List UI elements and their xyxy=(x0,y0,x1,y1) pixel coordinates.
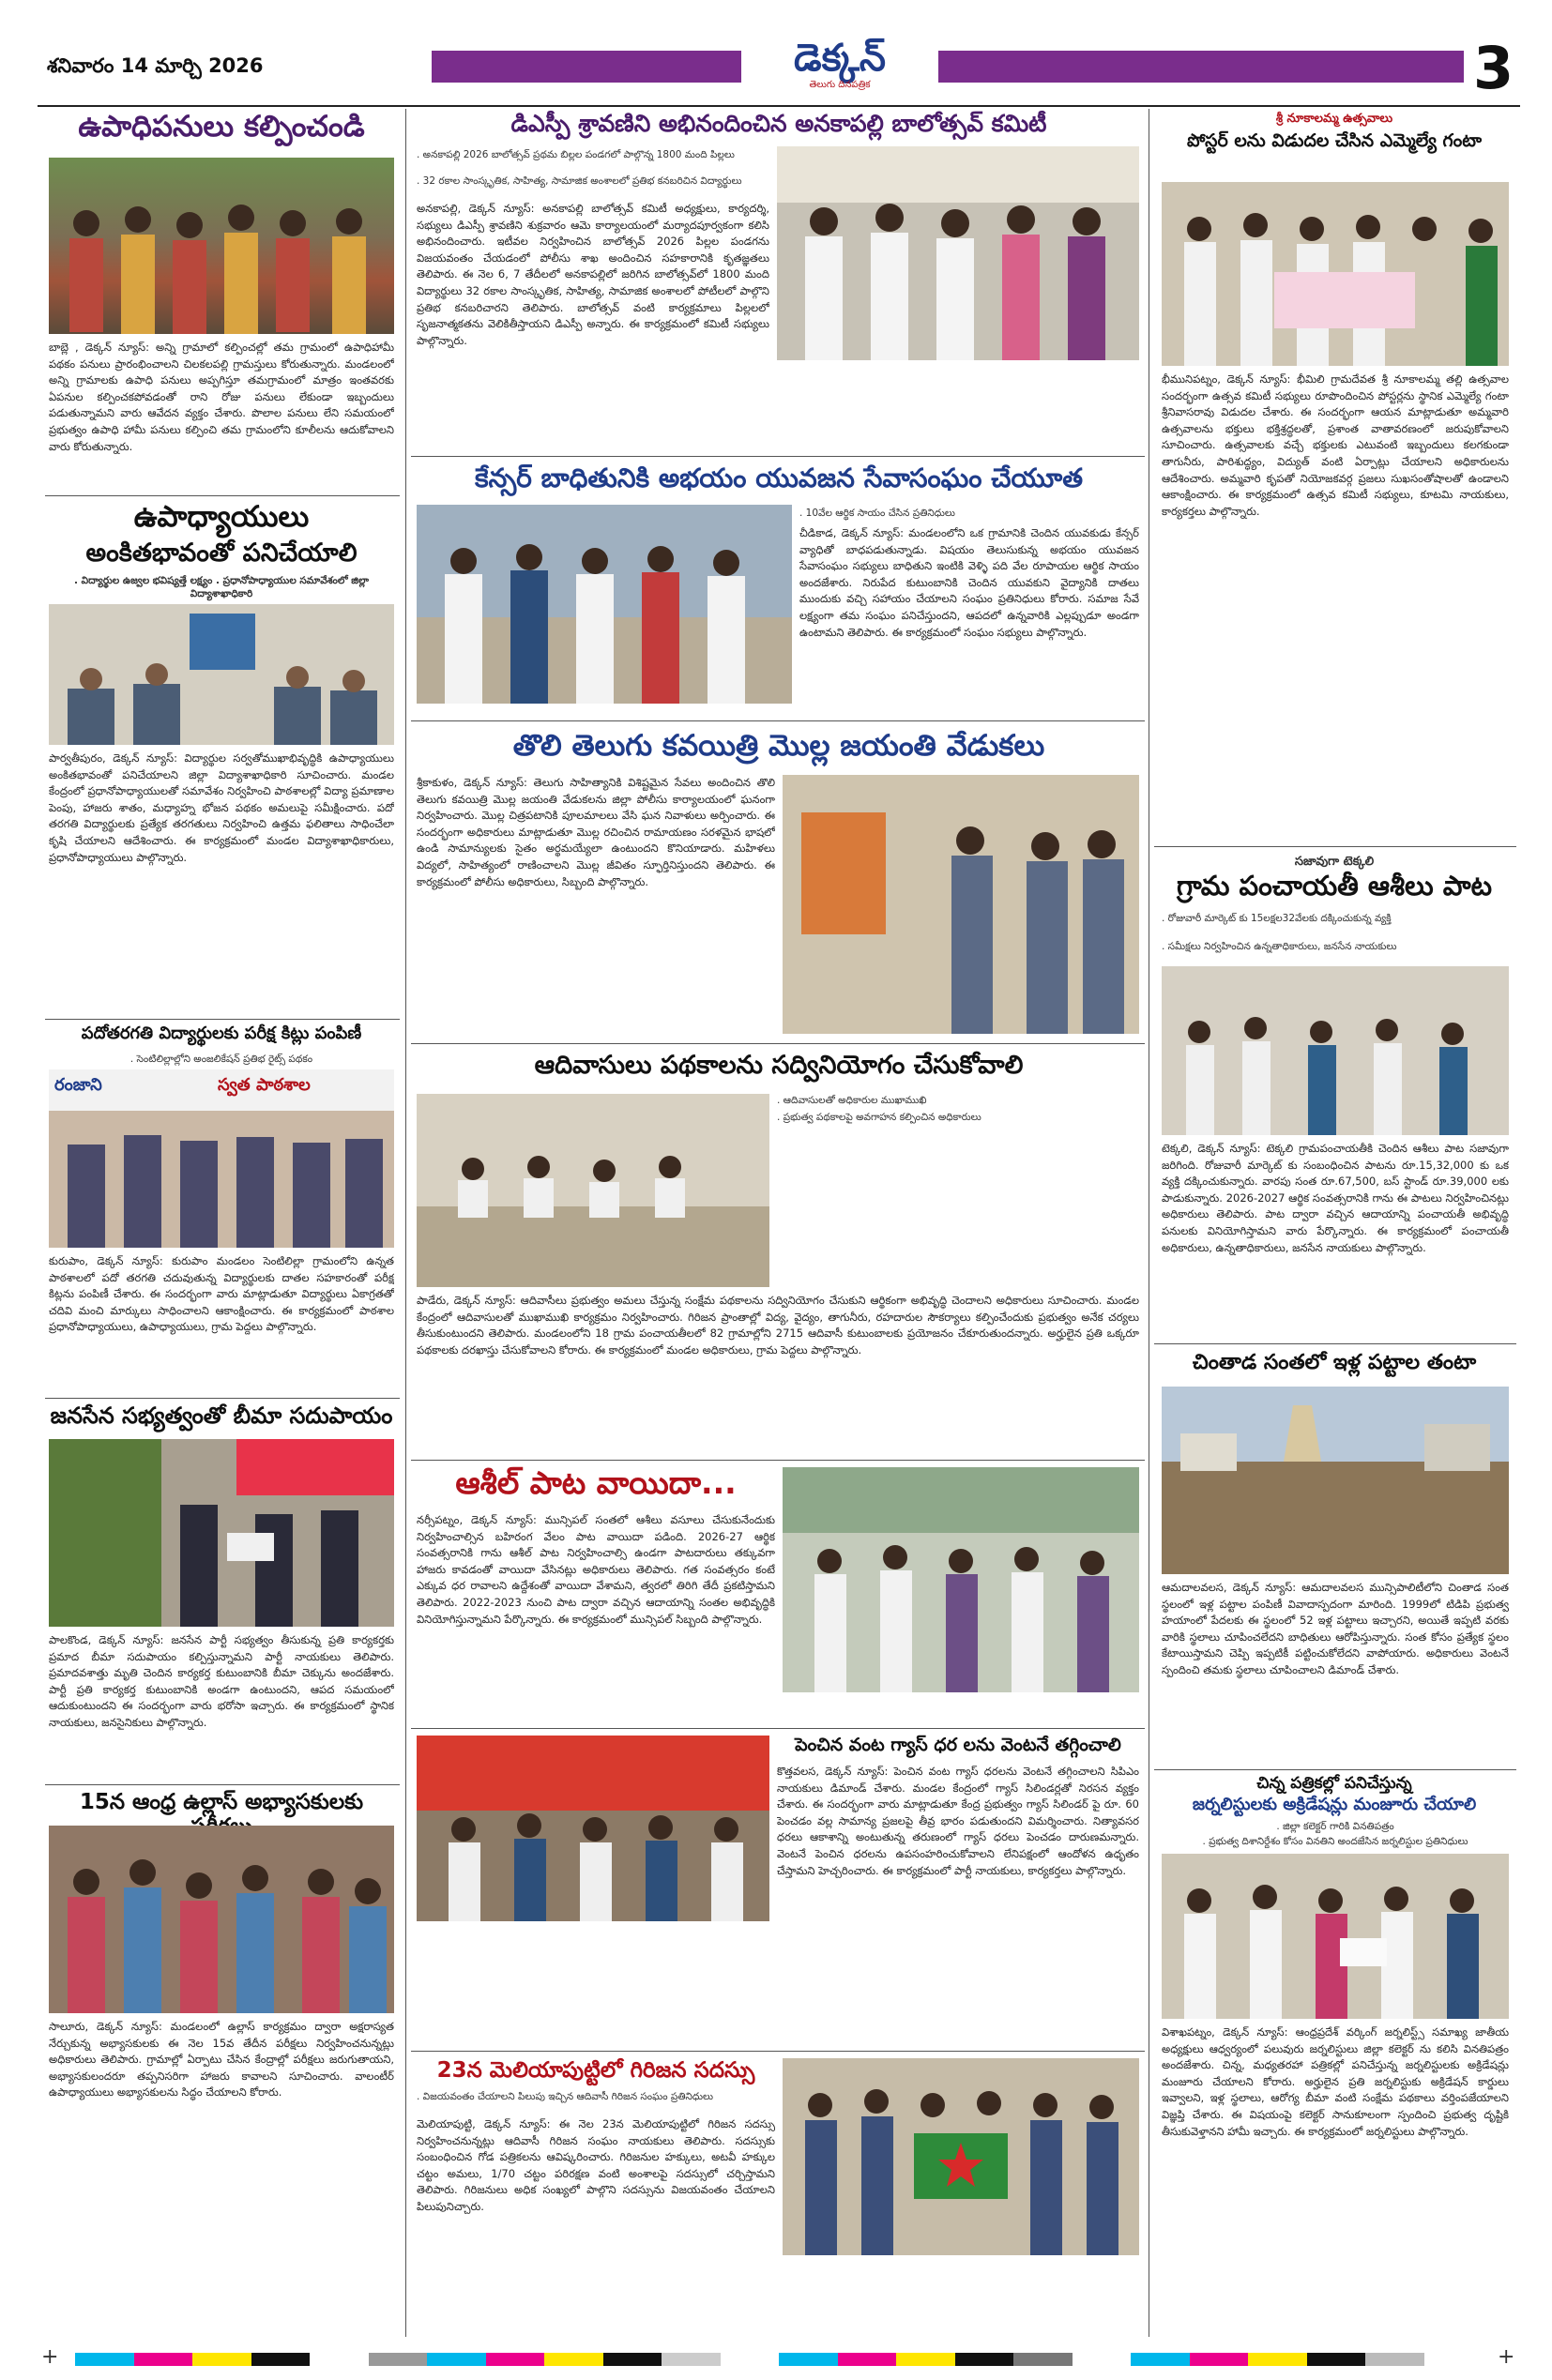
divider xyxy=(411,456,1145,457)
subhead-center-1a: . అనకాపల్లి 2026 బాలోత్సవ్ ప్రథమ బిల్లల పండగలో పాల్గొన్న 1800 మంది పిల్లలు xyxy=(417,149,735,160)
divider xyxy=(45,495,400,496)
school-sign-text-2: స్వత పాఠశాల xyxy=(218,1075,311,1095)
headline-right-4b: జర్నలిస్టులకు అక్రిడేషన్లు మంజూరు చేయాలి xyxy=(1192,1795,1477,1814)
photo-poster-release xyxy=(783,2058,1139,2255)
page-number: 3 xyxy=(1473,34,1514,102)
headline-center-6: పెంచిన వంట గ్యాస్ ధర లను వెంటనే తగ్గించాలి xyxy=(795,1735,1121,1755)
article-body-center-1: అనకాపల్లి, డెక్కన్ న్యూస్: అనకాపల్లి బాలోత్సవ్ కమిటీ అధ్యక్షులు, కార్యదర్శి, సభ్యులు డిఎస్పీ శ్రావణిని శుక్రవారం ఆమె కార్యాలయంలో మర్యాదపూర్వకంగా కలిసి అభినందించారు. ఇటీవల నిర్వహించిన బాలోత్సవ్ 2026 పిల్లల పండగను విజయవంతం చేయడంలో పోలీసు శాఖ అందించిన సహకారానికి కృతజ్ఞతలు తెలిపారు. ఈ నెల 6, 7 తేదీలలో అనకాపల్లిలో జరిగిన బాలోత్సవ్‌లో 1800 మంది విద్యార్థులు 32 రకాల సాంస్కృతిక, సాహిత్య, సామాజిక అంశాలలో పోటీలలో పాల్గొని ప్రతిభ కనబరిచారని తెలిపారు. బాలోత్సవ్ వంటి కార్యక్రమాలు పిల్లలలో సృజనాత్మకతను వెలికితీస్తాయని డిఎస్పీ అన్నారు. ఈ కార్యక్రమంలో కమిటీ సభ్యులు పాల్గొన్నారు. xyxy=(417,202,769,347)
photo-classroom xyxy=(49,604,394,745)
article-body-center-7b xyxy=(783,2261,1139,2334)
photo-protest-banner xyxy=(417,1736,769,1921)
divider xyxy=(45,1019,400,1020)
photo-open-ground xyxy=(1162,1387,1509,1574)
article-body-center-4: పాడేరు, డెక్కన్ న్యూస్: ఆదివాసీలు ప్రభుత్వం అమలు చేస్తున్న సంక్షేమ పథకాలను సద్వినియోగం చేసుకుని ఆర్థికంగా అభివృద్ధి చెందాలని అధికారులు సూచించారు. మండల కేంద్రంలో ఆదివాసులతో ముఖాముఖి కార్యక్రమం నిర్వహించారు. గిరిజన ప్రాంతాల్లో విద్య, వైద్యం, తాగునీరు, రహదారుల సౌకర్యాలు కల్పించేందుకు ప్రభుత్వం అనేక చర్యలు తీసుకుంటుందని తెలిపారు. మండలంలోని 18 గ్రామ పంచాయతీలలో 82 గ్రామాల్లోని 2715 ఆదివాసీ కుటుంబాలకు ప్రయోజనం చేకూరుతుందన్నారు. అర్హులైన ప్రతి ఒక్కరూ పథకాలకు దరఖాస్తు చేసుకోవాలని కోరారు. ఈ కార్యక్రమంలో మండల అధికారులు, గ్రామ పెద్దలు పాల్గొన్నారు. xyxy=(417,1294,1139,1357)
subhead-center-2: . 10వేల ఆర్థిక సాయం చేసిన ప్రతినిధులు xyxy=(799,508,955,519)
photo-office-scene xyxy=(49,1439,394,1627)
article-body-right-3: ఆమదాలవలస, డెక్కన్ న్యూస్: ఆమదాలవలస మున్సిపాలిటీలోని చింతాడ సంత స్థలంలో ఇళ్ల పట్టాల పంపిణీ వివాదాస్పదంగా మారింది. 1999లో టిడిపి ప్రభుత్వ హయాంలో పేదలకు ఈ స్థలంలో 52 ఇళ్ల పట్టాలు ఇచ్చారని, అయితే ఇప్పటి వరకు వారికి స్థలాలు చూపించలేదని బాధితులు ఆరోపిస్తున్నారు. సంత కోసం ప్రత్యేక స్థలం కేటాయిస్తామని చెప్పి ఇప్పటికీ పట్టించుకోలేదని వాపోయారు. అధికారులు వెంటనే స్పందించి తమకు స్థలాలు చూపించాలని డిమాండ్ చేశారు. xyxy=(1162,1581,1509,1676)
article-body-center-6: కొత్తవలస, డెక్కన్ న్యూస్: పెంచిన వంట గ్యాస్ ధరలను వెంటనే తగ్గించాలని సిపిఎం నాయకులు డిమాండ్ చేశారు. మండల కేంద్రంలో గ్యాస్ సిలిండర్లతో నిరసన వ్యక్తం చేశారు. ఈ సందర్భంగా వారు మాట్లాడుతూ కేంద్ర ప్రభుత్వం గ్యాస్ సిలిండర్ పై రూ. 60 పెంచడం వల్ల సామాన్య ప్రజలపై తీవ్ర భారం పడుతుందని విమర్శించారు. నిత్యావసర ధరలు ఆకాశాన్ని అంటుతున్న తరుణంలో గ్యాస్ ధరలు పెంచడం దారుణమన్నారు. వెంటనే పెంచిన ధరలను ఉపసంహరించుకోవాలని లేనిపక్షంలో ఆందోళన ఉధృతం చేస్తామని హెచ్చరించారు. ఈ కార్యక్రమంలో పార్టీ నాయకులు, కార్యకర్తలు పాల్గొన్నారు. xyxy=(777,1765,1139,1877)
divider xyxy=(411,720,1145,721)
registration-mark-left: + xyxy=(41,2345,59,2369)
headline-center-7: 23న మెలియాపుట్టిలో గిరిజన సదస్సు xyxy=(436,2058,755,2083)
school-sign-text-1: రంజాని xyxy=(54,1075,102,1095)
subhead-center-4a: . ఆదివాసులతో అధికారుల ముఖాముఖి xyxy=(777,1095,927,1106)
photo-figures xyxy=(49,158,394,334)
photo-petition-group xyxy=(1162,1854,1509,2019)
photo-dsp-felicitation xyxy=(777,146,1139,360)
article-body-center-7: మెలియాపుట్టి, డెక్కన్ న్యూస్: ఈ నెల 23న మెలియాపుట్టిలో గిరిజన సదస్సు నిర్వహించనున్నట్లు ఆదివాసీ గిరిజన సంఘం నాయకులు తెలిపారు. సదస్సుకు సంబంధించిన గోడ పత్రికలను ఆవిష్కరించారు. గిరిజనుల హక్కులు, అటవీ హక్కుల చట్టం అమలు, 1/70 చట్టం పరిరక్షణ వంటి అంశాలపై సదస్సులో చర్చిస్తామని తెలిపారు. గిరిజనులు అధిక సంఖ్యలో పాల్గొని సదస్సును విజయవంతం చేయాలని పిలుపునిచ్చారు. xyxy=(417,2117,775,2213)
kicker-right-1: శ్రీ నూకాలమ్మ ఉత్సవాలు xyxy=(1275,112,1393,126)
subhead-right-4b: . ప్రభుత్వ దిశానిర్దేశం కోసం వినతిని అందజేసిన జర్నలిస్టుల ప్రతినిధులు xyxy=(1202,1836,1468,1847)
photo-learners-crowd xyxy=(49,1826,394,2013)
photo-ullas-learners xyxy=(49,1826,394,2013)
article-body-center-2: చీడికాడ, డెక్కన్ న్యూస్: మండలంలోని ఒక గ్రామానికి చెందిన యువకుడు కేన్సర్ వ్యాధితో బాధపడుతున్నాడు. విషయం తెలుసుకున్న అభయం యువజన సేవాసంఘం సభ్యులు బాధితుని ఇంటికి వెళ్ళి పది వేల రూపాయల ఆర్థిక సాయం అందజేశారు. నిరుపేద కుటుంబానికి చెందిన యువకుని వైద్యానికి దాతలు ముందుకు వచ్చి సహాయం చేయాలని సంఘం ప్రతినిధులు కోరారు. సమాజ సేవే లక్ష్యంగా తమ సంఘం పనిచేస్తుందని, ఆపదలో ఉన్నవారికి ఎల్లప్పుడూ అండగా ఉంటామని తెలిపారు. ఈ కార్యక్రమంలో సంఘం సభ్యులు పాల్గొన్నారు. xyxy=(799,526,1139,639)
divider xyxy=(411,1043,1145,1044)
subhead-center-1b: . 32 రకాల సాంస్కృతిక, సాహిత్య, సామాజిక అంశాలలో ప్రతిభ కనబరిచిన విద్యార్థులు xyxy=(417,175,742,187)
photo-auction-hall xyxy=(1162,966,1509,1135)
masthead xyxy=(38,34,1520,105)
article-body-right-1: భీమునిపట్నం, డెక్కన్ న్యూస్: భీమిలి గ్రామదేవత శ్రీ నూకాలమ్మ తల్లి ఉత్సవాల సందర్భంగా ఉత్సవ కమిటీ సభ్యులు రూపొందించిన పోస్టర్లను స్థానిక ఎమ్మెల్యే గంటా శ్రీనివాసరావు విడుదల చేశారు. ఈ సందర్భంగా ఆయన మాట్లాడుతూ అమ్మవారి ఉత్సవాలను భక్తులు భక్తిశ్రద్ధలతో, ప్రశాంత వాతావరణంలో జరుపుకోవాలని సూచించారు. ఉత్సవాలకు వచ్చే భక్తులకు ఎటువంటి ఇబ్బందులు కలగకుండా తాగునీరు, పారిశుద్ధ్యం, విద్యుత్ వంటి ఏర్పాట్లు చేయాలని అధికారులను ఆదేశించారు. అమ్మవారి కృపతో నియోజకవర్గ ప్రజలు సుఖసంతోషాలతో ఉండాలని ఆకాంక్షించారు. ఈ కార్యక్రమంలో ఉత్సవ కమిటీ సభ్యులు, కూటమి నాయకులు, కార్యకర్తలు పాల్గొన్నారు. xyxy=(1162,372,1509,518)
photo-aid-group xyxy=(417,505,792,704)
article-body-center-1b xyxy=(777,366,1139,450)
photo-adivasi-meeting xyxy=(417,1094,769,1287)
divider xyxy=(1154,846,1516,847)
divider xyxy=(45,1784,400,1785)
headline-left-5: 15న ఆంధ్ర ఉల్లాస్ అభ్యాసకులకు xyxy=(79,1790,364,1814)
headline-center-5: ఆశీల్ పాట వాయిదా... xyxy=(455,1464,737,1501)
divider xyxy=(1154,1769,1516,1770)
masthead-divider xyxy=(38,105,1520,107)
headline-left-1: ఉపాధిపనులు కల్పించండి xyxy=(78,110,365,144)
masthead-band-right xyxy=(938,51,1464,83)
headline-left-2a: ఉపాధ్యాయులు xyxy=(133,500,310,534)
photo-molla-jayanthi xyxy=(783,775,1139,1034)
headline-right-1: పోస్టర్ లను విడుదల చేసిన ఎమ్మెల్యే గంటా xyxy=(1186,130,1483,151)
photo-school-kits xyxy=(49,1069,394,1248)
photo-tribal-poster xyxy=(783,2058,1139,2255)
color-bar xyxy=(75,2353,1483,2366)
article-body-left-1: బాబ్లె , డెక్కన్ న్యూస్: అన్ని గ్రామాలో కల్పించల్లో తమ గ్రామంలో ఉపాధిహామీ పథకం పనులు ప్రారంభించాలని చిలకలపల్లి గ్రామస్తులు కోరుతున్నారు. మండలంలో అన్ని గ్రామాలకు ఉపాధి పనులు అప్పగిస్తూ తమగ్రామంలో మాత్రం ఇంతవరకు ఏపనుల కల్పించకపోవడంతో రాని రోజు పనులు లేకుండా ఇబ్బందులు పడుతున్నామని వారు ఆవేదన వ్యక్తం చేశారు. పొలాల పనులు లేని సమయంలో ప్రభుత్వం ఉపాధి హామీ పనులు కల్పించి తమ గ్రామంలోని కూలీలను ఆదుకోవాలని వారు కోరుతున్నారు. xyxy=(49,341,394,453)
photo-journalists-petition xyxy=(1162,1854,1509,2019)
subhead-right-2b: . సమీక్షలు నిర్వహించిన ఉన్నతాధికారులు, జనసేన నాయకులు xyxy=(1162,941,1397,952)
kicker-right-2: సజావుగా టెక్కలి xyxy=(1294,855,1375,869)
photo-office-auction xyxy=(783,1467,1139,1692)
headline-center-2: కేన్సర్ బాధితునికి అభయం యువజన సేవాసంఘం చేయూత xyxy=(474,462,1084,493)
subhead-center-4b: . ప్రభుత్వ పథకాలపై అవగాహన కల్పించిన అధికారులు xyxy=(777,1112,981,1123)
photo-chintada-santha xyxy=(1162,1387,1509,1574)
article-body-left-5: సాలూరు, డెక్కన్ న్యూస్: మండలంలో ఉల్లాస్ కార్యక్రమం ద్వారా అక్షరాస్యత నేర్చుకున్న అభ్యాసకులకు ఈ నెల 15వ తేదీన పరీక్షలు నిర్వహించనున్నట్లు అధికారులు తెలిపారు. గ్రామాల్లో ఏర్పాటు చేసిన కేంద్రాల్లో పరీక్షలు జరుగుతాయని, అభ్యాసకులందరూ తప్పనిసరిగా హాజరు కావాలని సూచించారు. వాలంటీర్ ఉపాధ్యాయులు అభ్యాసకులను సిద్ధం చేయాలని కోరారు. xyxy=(49,2020,394,2100)
photo-police-event xyxy=(783,775,1139,1034)
divider xyxy=(411,1728,1145,1729)
article-body-right-2: టెక్కలి, డెక్కన్ న్యూస్: టెక్కలి గ్రామపంచాయతీకి చెందిన ఆశీలు పాట సజావుగా జరిగింది. రోజువారీ మార్కెట్ కు సంబంధించిన పాటను రూ.15,32,000 కు ఒక వ్యక్తి దక్కించుకున్నారు. వారపు సంత రూ.67,500, బస్ స్టాండ్ రూ.39,000 లకు పాడుకున్నారు. 2026-2027 ఆర్థిక సంవత్సరానికి గాను ఈ పాటలు నిర్వహించినట్లు అధికారులు తెలిపారు. పాట ద్వారా వచ్చిన ఆదాయాన్ని పంచాయతీ అభివృద్ధి పనులకు వినియోగిస్తామని వారు పేర్కొన్నారు. ఈ కార్యక్రమంలో పంచాయతీ అధికారులు, ఉన్నతాధికారులు, జనసేన నాయకులు పాల్గొన్నారు. xyxy=(1162,1142,1509,1254)
photo-cancer-aid xyxy=(417,505,792,704)
photo-cpm-protest xyxy=(417,1736,769,1921)
photo-meeting-hall xyxy=(417,1094,769,1287)
article-body-right-4: విశాఖపట్నం, డెక్కన్ న్యూస్: ఆంధ్రప్రదేశ్ వర్కింగ్ జర్నలిస్ట్స్ సమాఖ్య జాతీయ అధ్యక్షులు ఆధ్వర్యంలో పలువురు జర్నలిస్టులు జిల్లా కలెక్టర్ ను కలిసి వినతిపత్రం అందజేశారు. చిన్న, మధ్యతరహా పత్రికల్లో పనిచేస్తున్న జర్నలిస్టులకు అక్రిడేషన్లు మంజూరు చేయాలని కోరారు. అర్హులైన ప్రతి జర్నలిస్టుకు అక్రిడేషన్ కార్డులు ఇవ్వాలని, ఇళ్ల స్థలాలు, ఆరోగ్య బీమా వంటి సంక్షేమ పథకాలు వర్తింపజేయాలని విజ్ఞప్తి చేశారు. ఈ విషయంపై కలెక్టర్ సానుకూలంగా స్పందించి ప్రభుత్వ దృష్టికి తీసుకువెళ్తానని హామీ ఇచ్చారు. ఈ కార్యక్రమంలో జర్నలిస్టులు పాల్గొన్నారు. xyxy=(1162,2025,1509,2138)
headline-left-3: పదోతరగతి విద్యార్థులకు పరీక్ష కిట్లు పంపిణీ xyxy=(81,1023,362,1043)
headline-right-4a: చిన్న పత్రికల్లో పనిచేస్తున్న xyxy=(1256,1774,1412,1793)
article-body-center-3: శ్రీకాకుళం, డెక్కన్ న్యూస్: తెలుగు సాహిత్యానికి విశిష్టమైన సేవలు అందించిన తొలి తెలుగు కవయిత్రి మొల్ల జయంతి వేడుకలను జిల్లా పోలీసు కార్యాలయంలో ఘనంగా నిర్వహించారు. మొల్ల చిత్రపటానికి పూలమాలలు వేసి ఘన నివాళులు అర్పించారు. ఈ సందర్భంగా అధికారులు మాట్లాడుతూ మొల్ల రచించిన రామాయణం సరళమైన భాషలో ఉండి సామాన్యులకు సైతం అర్థమయ్యేలా ఉంటుందని కొనియాడారు. మహిళలు విద్యలో, సాహిత్యంలో రాణించాలని మొల్ల జీవితం స్ఫూర్తినిస్తుందని తెలిపారు. ఈ కార్యక్రమంలో పోలీసు అధికారులు, సిబ్బంది పాల్గొన్నారు. xyxy=(417,776,775,888)
subhead-center-7: . విజయవంతం చేయాలని పిలుపు ఇచ్చిన ఆదివాసీ గిరిజన సంఘం ప్రతినిధులు xyxy=(417,2091,714,2102)
registration-mark-right: + xyxy=(1498,2345,1515,2369)
headline-left-4: జనసేన సభ్యత్వంతో బీమా సదుపాయం xyxy=(50,1402,393,1429)
photo-janasena-insurance xyxy=(49,1439,394,1627)
date-line: శనివారం 14 మార్చి 2026 xyxy=(47,54,264,77)
headline-right-3: చింతాడ సంతలో ఇళ్ల పట్టాల తంటా xyxy=(1192,1351,1477,1374)
photo-poster-release-mla xyxy=(1162,182,1509,366)
photo-teachers-meeting xyxy=(49,604,394,745)
divider xyxy=(45,1398,400,1399)
subhead-left-3: . సెంటిలిల్లాల్లోని అంజలికేషన్ ప్రతిభ రైట్స్ పథకం xyxy=(129,1054,313,1065)
subhead-right-2a: . రోజువారీ మార్కెట్ కు 15లక్షల32వేలకు దక్కించుకున్న వ్యక్తి xyxy=(1162,913,1392,924)
photo-panchayat-auction xyxy=(1162,966,1509,1135)
column-rule-left xyxy=(405,109,406,2337)
headline-center-1: డిఎస్పీ శ్రావణిని అభినందించిన అనకాపల్లి బాలోత్సవ్ కమిటీ xyxy=(510,110,1047,137)
paper-name: డెక్కన్ xyxy=(794,37,886,80)
headline-left-2b: అంకితభావంతో పనిచేయాలి xyxy=(85,538,358,568)
photo-auction-meeting xyxy=(783,1467,1139,1692)
headline-center-3: తొలి తెలుగు కవయిత్రి మొల్ల జయంతి వేడుకలు xyxy=(512,729,1045,763)
divider xyxy=(1154,1343,1516,1344)
article-body-center-4b xyxy=(777,1129,1139,1287)
article-body-left-3: కురుపాం, డెక్కన్ న్యూస్: కురుపాం మండలం సెంటిలిల్లా గ్రామంలోని ఉన్నత పాఠశాలలో పదో తరగతి చదువుతున్న విద్యార్థులకు దాతల సహకారంతో పరీక్ష కిట్లను పంపిణీ చేశారు. ఈ సందర్భంగా వారు మాట్లాడుతూ విద్యార్థులు ఏకాగ్రతతో చదివి మంచి మార్కులు సాధించాలని ఆకాంక్షించారు. ఈ కార్యక్రమంలో పాఠశాల ప్రధానోపాధ్యాయులు, ఉపాధ్యాయులు, గ్రామ పెద్దలు పాల్గొన్నారు. xyxy=(49,1254,394,1334)
article-body-left-4: పాలకొండ, డెక్కన్ న్యూస్: జనసేన పార్టీ సభ్యత్వం తీసుకున్న ప్రతి కార్యకర్తకు ప్రమాద బీమా సదుపాయం కల్పిస్తున్నామని పార్టీ నాయకులు తెలిపారు. ప్రమాదవశాత్తు మృతి చెందిన కార్యకర్త కుటుంబానికి బీమా చెక్కును అందజేశారు. పార్టీ ప్రతి కార్యకర్త కుటుంబానికి అండగా ఉంటుందని, ఆపద సమయంలో ఆదుకుంటుందని ఈ సందర్భంగా వారు భరోసా ఇచ్చారు. ఈ కార్యక్రమంలో స్థానిక నాయకులు, జనసైనికులు పాల్గొన్నారు. xyxy=(49,1633,394,1729)
article-body-center-5b xyxy=(783,1696,1139,1724)
masthead-band xyxy=(432,51,741,83)
article-body-center-5: నర్సీపట్నం, డెక్కన్ న్యూస్: మున్సిపల్ సంతలో ఆశీలు వసూలు చేసుకునేందుకు నిర్వహించాల్సిన బహిరంగ వేలం పాట వాయిదా పడింది. 2026-27 ఆర్థిక సంవత్సరానికి గాను ఆశీల్ పాట నిర్వహించాల్సి ఉండగా పాటదారులు తక్కువగా హాజరు కావడంతో వాయిదా వేసినట్లు అధికారులు తెలిపారు. గత సంవత్సరం కంటే ఎక్కువ ధర రావాలని ఉద్దేశంతో వాయిదా వేశామని, త్వరలో తిరిగి తేదీ ప్రకటిస్తామని తెలిపారు. 2022-2023 నుంచి పాట ద్వారా వచ్చిన ఆదాయాన్ని సంతల అభివృద్ధికి వినియోగిస్తున్నామని పేర్కొన్నారు. ఈ కార్యక్రమంలో మున్సిపల్ సిబ్బంది పాల్గొన్నారు. xyxy=(417,1513,775,1626)
subhead-right-4a: . జిల్లా కలెక్టర్ గారికి వినతిపత్రం xyxy=(1276,1821,1394,1832)
article-body-center-6b xyxy=(417,1927,769,2045)
subhead-left-2: . విద్యార్థుల ఉజ్వల భవిష్యత్తే లక్ష్యం . ప్రధానోపాధ్యాయుల సమావేశంలో జిల్లా విద్యాశాఖాధికారి xyxy=(74,575,369,600)
article-body-left-2: పార్వతీపురం, డెక్కన్ న్యూస్: విద్యార్థుల సర్వతోముఖాభివృద్ధికి ఉపాధ్యాయులు అంకితభావంతో పనిచేయాలని జిల్లా విద్యాశాఖాధికారి సూచించారు. మండల కేంద్రంలో ప్రధానోపాధ్యాయులతో సమావేశం నిర్వహించి పాఠశాలల్లో విద్యా ప్రమాణాల పెంపు, హాజరు శాతం, మధ్యాహ్న భోజన పథకం అమలుపై సమీక్షించారు. పదో తరగతి విద్యార్థులకు ప్రత్యేక తరగతులు నిర్వహించి ఉత్తమ ఫలితాలు సాధించేలా కృషి చేయాలని ఆదేశించారు. ఈ కార్యక్రమంలో మండల విద్యాశాఖాధికారులు, ప్రధానోపాధ్యాయులు పాల్గొన్నారు. xyxy=(49,751,394,864)
headline-center-4: ఆదివాసులు పథకాలను సద్వినియోగం చేసుకోవాలి xyxy=(534,1051,1024,1080)
paper-logo xyxy=(751,38,929,99)
divider xyxy=(411,1460,1145,1461)
photo-mla-group xyxy=(1162,182,1509,366)
photo-women-group xyxy=(49,158,394,334)
photo-felicitation-group xyxy=(777,146,1139,360)
divider xyxy=(411,2051,1145,2052)
paper-tagline: తెలుగు దినపత్రిక xyxy=(809,80,871,90)
headline-right-2: గ్రామ పంచాయతీ ఆశీలు పాట xyxy=(1176,870,1493,902)
